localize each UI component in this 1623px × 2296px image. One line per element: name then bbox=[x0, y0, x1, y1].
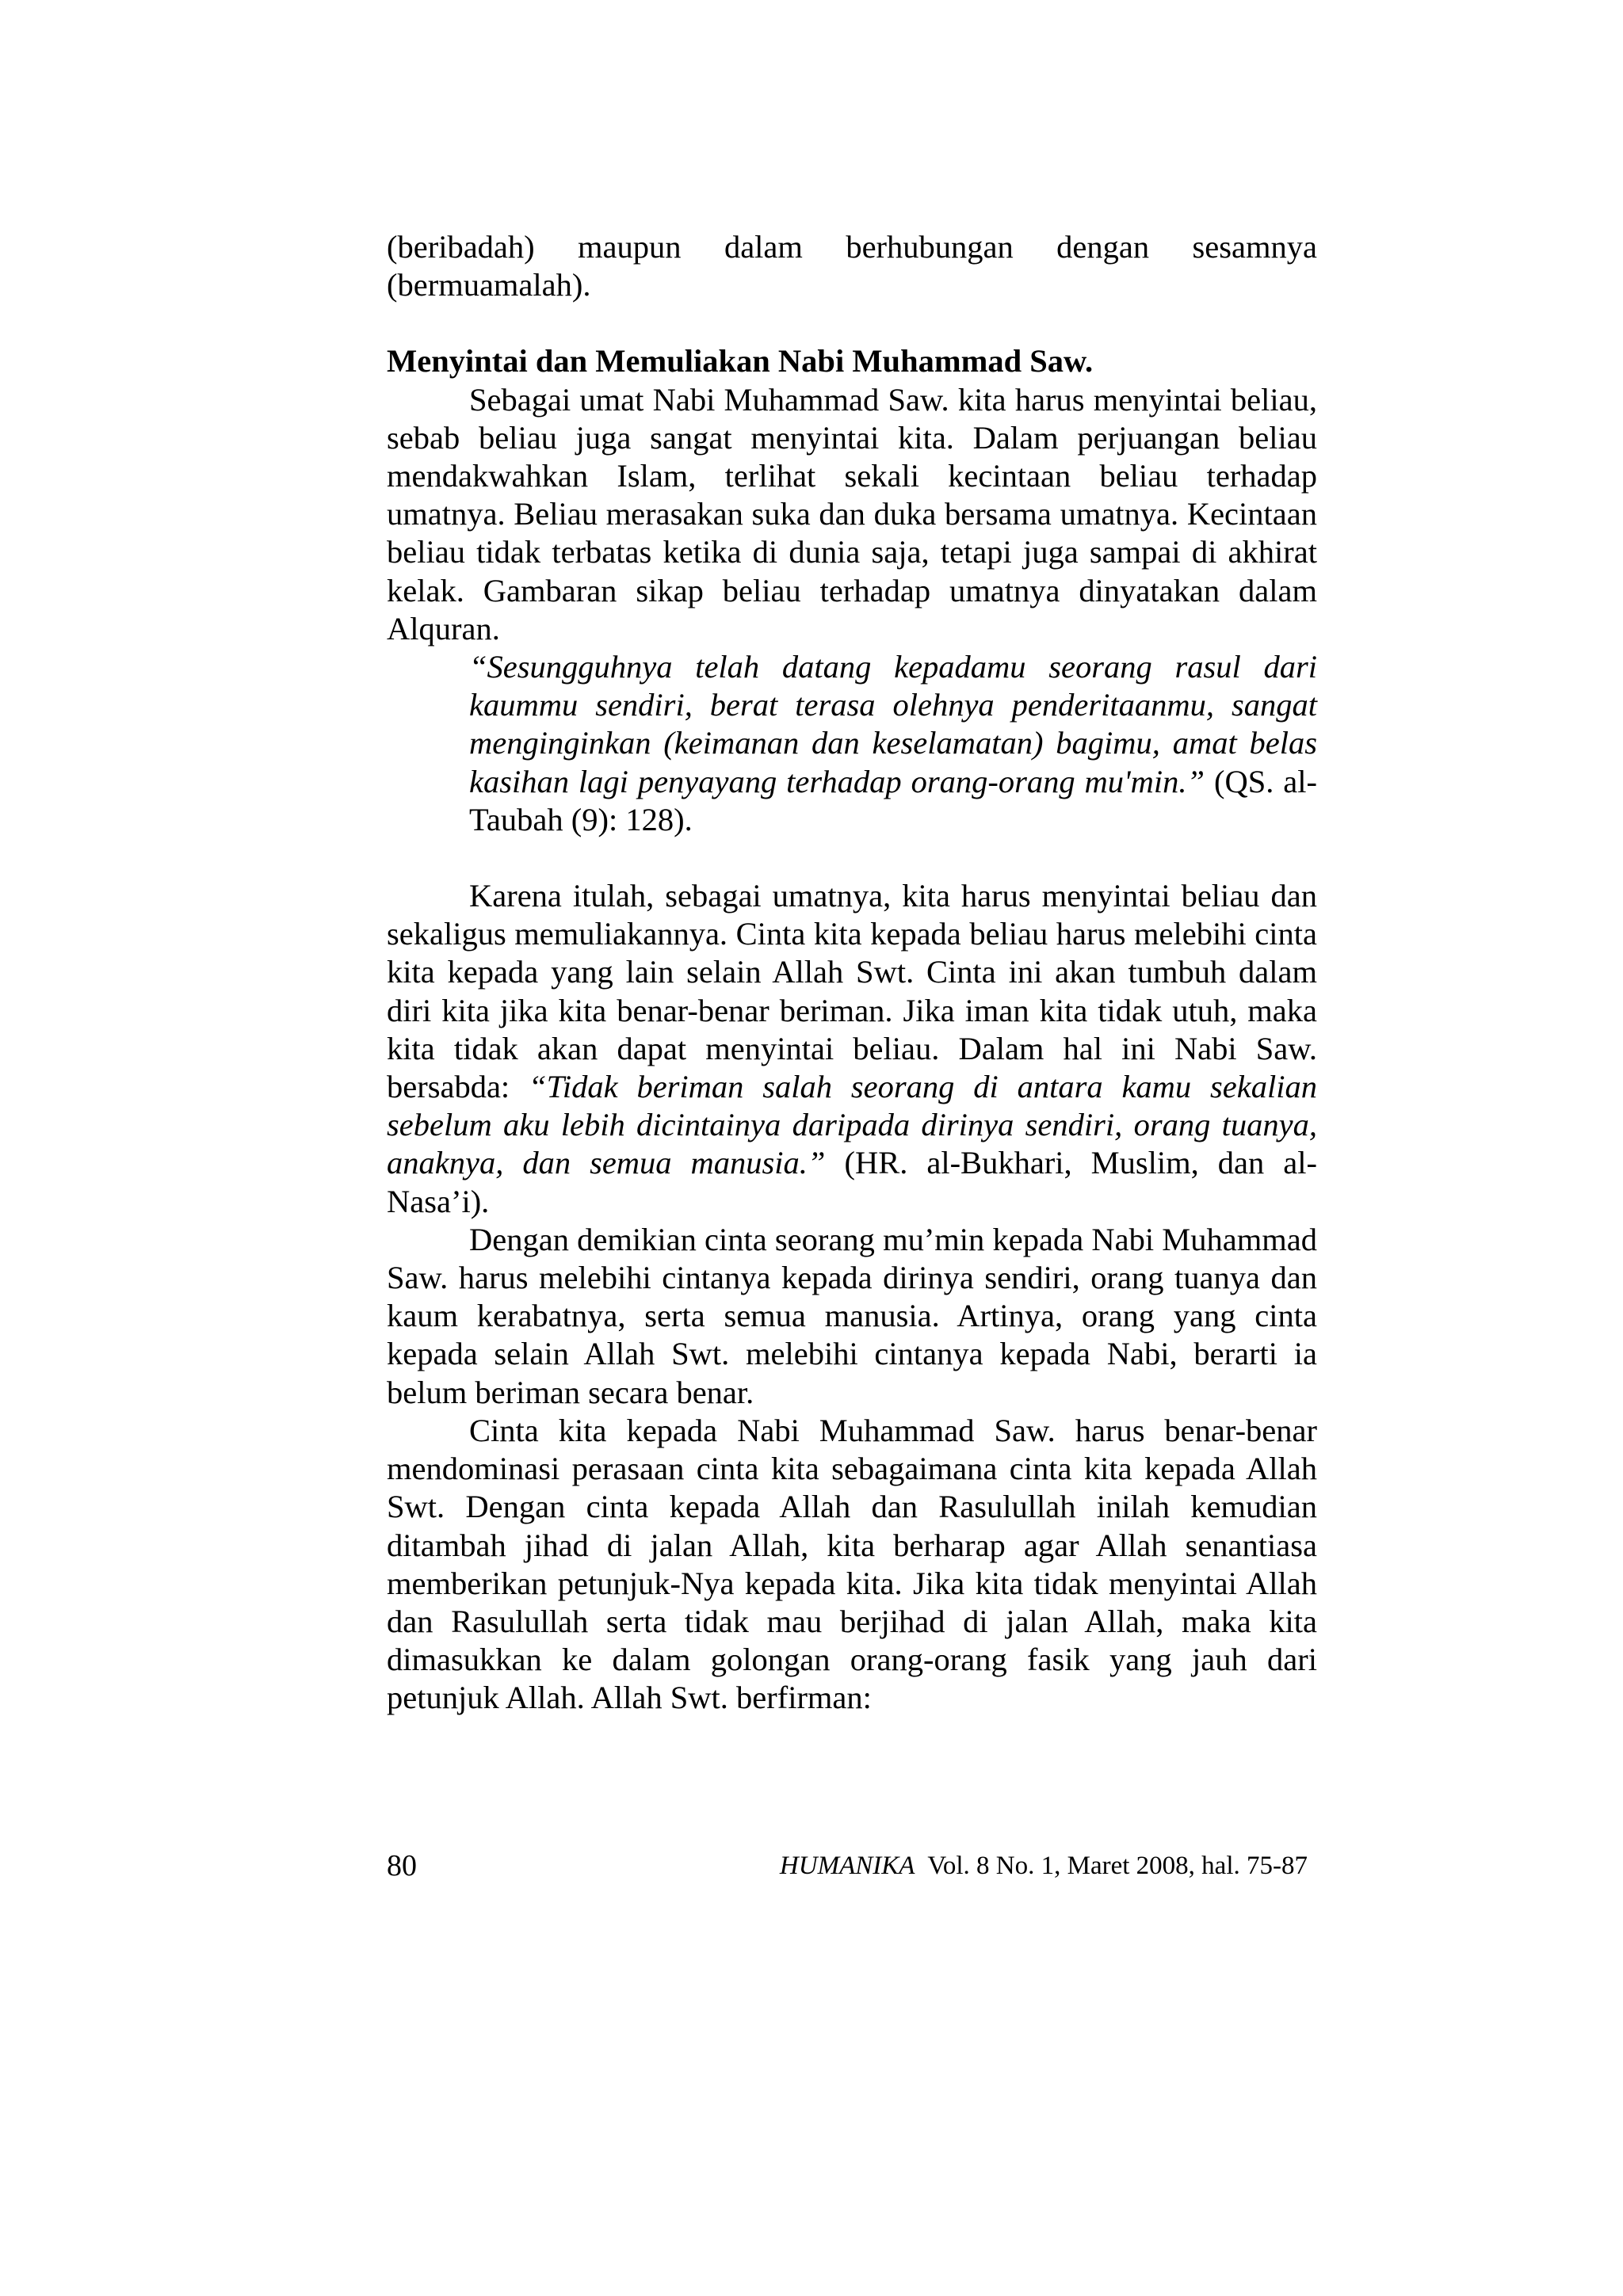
journal-info bbox=[780, 1846, 1308, 1886]
continued-paragraph: (beribadah) maupun dalam berhubungan dengan sesamnya (bermuamalah). bbox=[387, 229, 1317, 303]
page-content bbox=[387, 228, 1317, 1718]
paragraph-3: Dengan demikian cinta seorang mu’min kepada Nabi Muhammad Saw. harus melebihi cintanya kepada dirinya sendiri, orang tuanya dan kaum kerabatnya, serta semua manusia. Artinya, orang yang cinta kepada selain Allah Swt. melebihi cintanya kepada Nabi, berarti ia belum beriman secara benar. bbox=[387, 1221, 1317, 1410]
page-footer bbox=[387, 1846, 1317, 1886]
journal-details: Vol. 8 No. 1, Maret 2008, hal. 75-87 bbox=[927, 1852, 1308, 1880]
paragraph-1: Sebagai umat Nabi Muhammad Saw. kita harus menyintai beliau, sebab beliau juga sangat menyintai kita. Dalam perjuangan beliau mendakwahkan Islam, terlihat sekali kecintaan beliau terhadap umatnya. Beliau merasakan suka dan duka bersama umatnya. Kecintaan beliau tidak terbatas ketika di dunia saja, tetapi juga sampai di akhirat kelak. Gambaran sikap beliau terhadap umatnya dinyatakan dalam Alquran. bbox=[387, 381, 1317, 646]
paragraph-2 bbox=[387, 877, 1317, 1221]
quran-quote bbox=[469, 648, 1317, 839]
quote-citation: (QS. al-Taubah (9): 128). bbox=[469, 763, 1317, 837]
paragraph-2-intro: Karena itulah, sebagai umatnya, kita harus menyintai beliau dan sekaligus memuliakannya. Cinta kita kepada beliau harus melebihi cinta kita kepada yang lain selain Allah Swt. Cinta ini akan tumbuh dalam diri kita jika kita benar-benar beriman. Jika iman kita tidak utuh, maka kita tidak akan dapat menyintai beliau. Dalam hal ini Nabi Saw. bersabda: bbox=[387, 878, 1317, 1105]
quote-text: “Sesungguhnya telah datang kepadamu seorang rasul dari kaummu sendiri, berat terasa olehnya penderitaanmu, sangat menginginkan (keimanan dan keselamatan) bagimu, amat belas kasihan lagi penyayang terhadap orang-orang mu'min.” bbox=[469, 649, 1317, 799]
page-number: 80 bbox=[387, 1849, 417, 1882]
paragraph-4: Cinta kita kepada Nabi Muhammad Saw. harus benar-benar mendominasi perasaan cinta kita sebagaimana cinta kita kepada Allah Swt. Dengan cinta kepada Allah dan Rasulullah inilah kemudian ditambah jihad di jalan Allah, kita berharap agar Allah senantiasa memberikan petunjuk-Nya kepada kita. Jika kita tidak menyintai Allah dan Rasulullah serta tidak mau berjihad di jalan Allah, maka kita dimasukkan ke dalam golongan orang-orang fasik yang jauh dari petunjuk Allah. Allah Swt. berfirman: bbox=[387, 1412, 1317, 1716]
paragraph-spacer bbox=[387, 839, 1317, 877]
journal-name: HUMANIKA bbox=[779, 1852, 915, 1880]
hadith-citation: (HR. al-Bukhari, Muslim, dan al-Nasa’i). bbox=[387, 1145, 1317, 1219]
hadith-quote: “Tidak beriman salah seorang di antara kamu sekalian sebelum aku lebih dicintainya daripada dirinya sendiri, orang tuanya, anaknya, dan semua manusia.” bbox=[387, 1069, 1318, 1181]
section-heading: Menyintai dan Memuliakan Nabi Muhammad Saw. bbox=[387, 343, 1094, 379]
